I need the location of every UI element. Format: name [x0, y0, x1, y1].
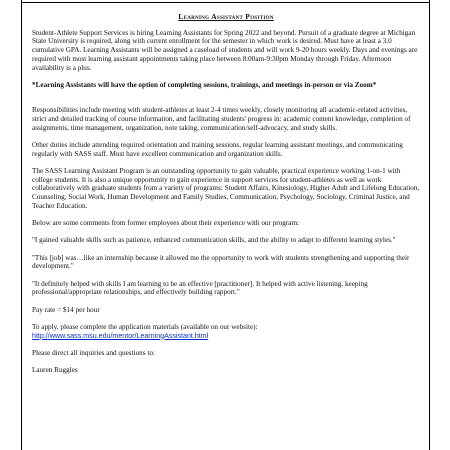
document-title: Learning Assistant Position — [178, 12, 274, 21]
quote-1: "I gained valuable skills such as patience, enhanced communication skills, and the ability to adapt to different learning styles." — [32, 236, 396, 245]
program-paragraph: The SASS Learning Assistant Program is an outstanding opportunity to gain valuable, practical experience working 1-on-1 with college students. It is also a unique opportunity to gain experience in support services for student-athletes as well as work collaboratively with graduate students from a variety of programs: Student Affairs, Kinesiology, Higher Adult and Lifelong Education, Counseling, Social Work, Human Development and Family Studies, Communication, Psychology, Sociology, Criminal Justice, and Teacher Education. — [32, 166, 420, 210]
comments-intro-paragraph: Below are some comments from former employees about their experience with our program: — [32, 218, 300, 227]
quote-2: "This [job] was…like an internship because it allowed me the opportunity to work with students strengthening and supporting their development." — [32, 253, 410, 271]
application-link[interactable]: http://www.sass.msu.edu/mentor/LearningAssistant.html — [32, 331, 209, 340]
contact-name: Lauren Ruggles — [32, 366, 78, 375]
pay-rate: Pay rate = $14 per hour — [32, 305, 100, 314]
apply-text: To apply, please complete the application materials (available on our website): — [32, 322, 258, 331]
responsibilities-paragraph: Responsibilities include meeting with student-athletes at least 2-4 times weekly, closely monitoring all academic-related activities, strict and detailed tracking of course information, and facilitating students' progress in: academic content knowledge, completion of assignments, time management, organization, note taking, communication/self-advocacy, and study skills. — [32, 106, 411, 132]
intro-paragraph: Student-Athlete Support Services is hiring Learning Assistants for Spring 2022 and beyond. Pursuit of a graduate degree at Michigan State University is required, along with current enrollment for the semester in which work is desired. Must have at least a 3.0 cumulative GPA. Learning Assistants will be assigned a caseload of students and will work 9-20 hours weekly. Days and evenings are required with most learning assistant appointments taking place between 8:00am-9:30pm Monday through Friday. Afternoon availability is a plus. — [32, 28, 418, 72]
notice-paragraph: *Learning Assistants will have the option of completing sessions, trainings, and meetings in-person or via Zoom* — [32, 80, 377, 89]
top-border — [21, 2, 430, 3]
document-body — [32, 13, 420, 383]
spacer — [32, 98, 420, 106]
other-duties-paragraph: Other duties include attending required orientation and training sessions, regular learning assistant meetings, and communicating regularly with SASS staff. Must have excellent communication and organization skills. — [32, 140, 403, 158]
inquiries-paragraph: Please direct all inquiries and questions to: — [32, 348, 155, 357]
quote-3: "It definitely helped with skills I am learning to be an effective [practitioner]. It helped with active listening, keeping professional/appropriate relationships, and effectively building rapport." — [32, 279, 368, 297]
apply-paragraph — [32, 323, 420, 340]
